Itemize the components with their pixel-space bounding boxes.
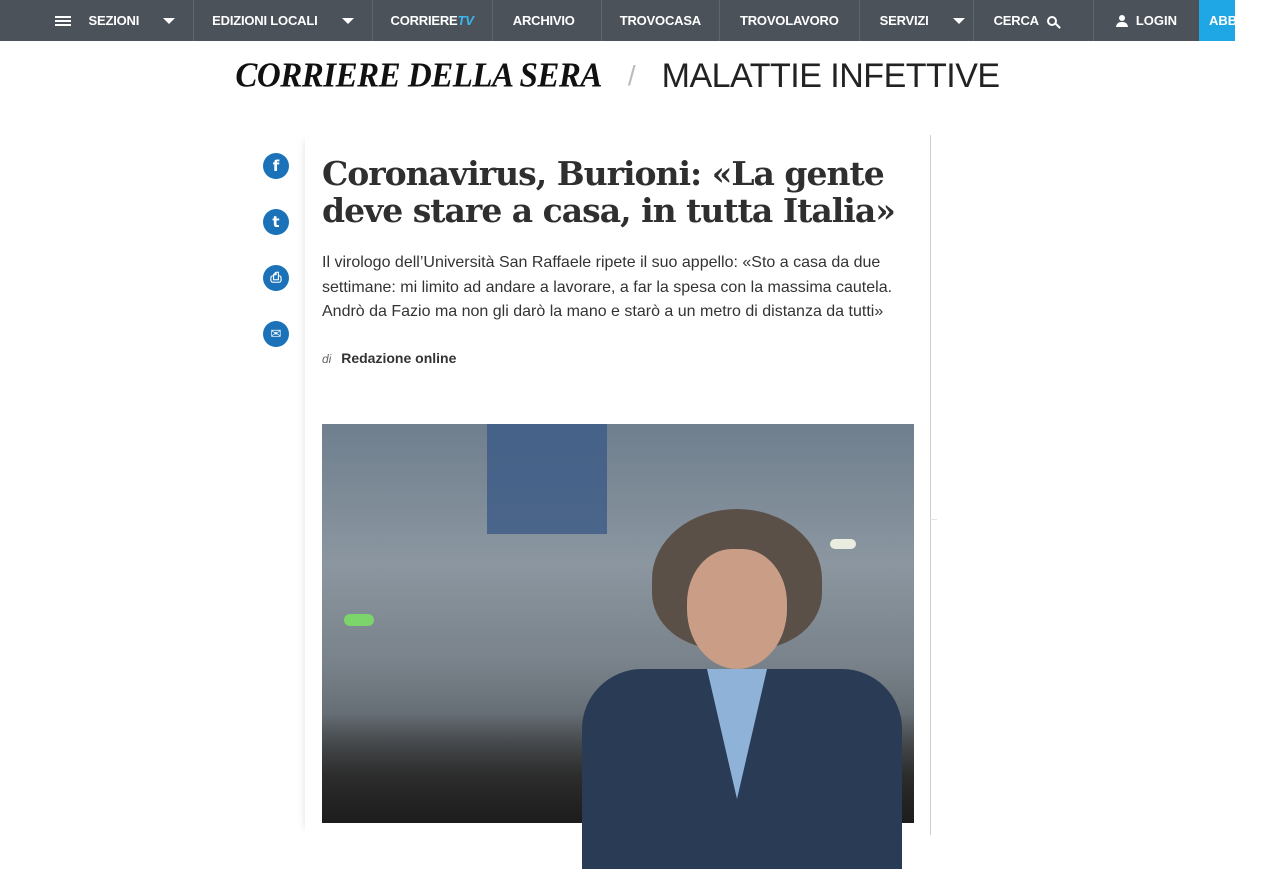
- nav-corriere-tv-label: CORRIERE: [390, 13, 458, 28]
- nav-trovocasa[interactable]: [602, 0, 720, 41]
- nav-trovolavoro-label: TROVOLAVORO: [739, 13, 839, 28]
- nav-cerca-label: CERCA: [993, 13, 1039, 28]
- nav-archivio-label: ARCHIVIO: [512, 13, 575, 28]
- email-share-button[interactable]: [263, 321, 289, 347]
- nav-trovolavoro[interactable]: [720, 0, 860, 41]
- photo-person: [582, 519, 902, 839]
- nav-cerca[interactable]: [974, 0, 1094, 41]
- byline-prefix: di: [322, 352, 332, 366]
- nav-sezioni[interactable]: [37, 0, 195, 41]
- twitter-icon: t: [272, 213, 280, 231]
- nav-spacer: [0, 0, 37, 41]
- article-summary: Il virologo dell’Università San Raffaele ripete il suo appello: «Sto a casa da due settimane: mi limito ad andare a lavorare, a far la spesa con la massima cautela. Andrò da Fazio ma non gli darò la mano e starò a un metro di distanza da tutti»: [322, 254, 893, 320]
- twitter-share-button[interactable]: [263, 209, 289, 235]
- print-icon: ⎙: [270, 270, 282, 286]
- masthead: [0, 41, 1235, 111]
- facebook-share-button[interactable]: [263, 153, 289, 179]
- nav-servizi-label: SERVIZI: [879, 13, 929, 28]
- nav-trovocasa-label: TROVOCASA: [619, 13, 701, 28]
- byline: [322, 350, 456, 366]
- chevron-down-icon: [163, 18, 175, 24]
- nav-archivio[interactable]: [493, 0, 602, 41]
- subscribe-button[interactable]: [1199, 0, 1277, 41]
- nav-corriere-tv[interactable]: [373, 0, 493, 41]
- login-button[interactable]: [1094, 0, 1199, 41]
- print-button[interactable]: [263, 265, 289, 291]
- nav-sezioni-label: SEZIONI: [88, 13, 140, 28]
- chevron-down-icon: [953, 18, 965, 24]
- facebook-icon: f: [272, 157, 280, 175]
- article-headline: Coronavirus, Burioni: «La gente deve stare a casa, in tutta Italia»: [322, 154, 895, 230]
- sidebar-divider: [930, 135, 937, 520]
- author-name[interactable]: Redazione online: [341, 350, 457, 366]
- photo-background-banner: [487, 424, 607, 534]
- user-icon: [1116, 15, 1128, 27]
- nav-tv-label: TV: [457, 13, 474, 28]
- menu-icon: [55, 16, 71, 26]
- nav-servizi[interactable]: [860, 0, 974, 41]
- masthead-separator: /: [627, 60, 636, 91]
- nav-edizioni-label: EDIZIONI LOCALI: [212, 13, 318, 28]
- photo-green-sign: [344, 614, 374, 626]
- chevron-down-icon: [342, 18, 354, 24]
- login-label: LOGIN: [1135, 13, 1177, 28]
- site-logo[interactable]: CORRIERE DELLA SERA: [235, 56, 602, 95]
- subscribe-label: ABBONATI: [1209, 13, 1277, 28]
- photo-face: [687, 549, 787, 669]
- article-photo[interactable]: [322, 424, 914, 823]
- section-title[interactable]: MALATTIE INFETTIVE: [661, 56, 1000, 95]
- email-icon: ✉: [270, 326, 282, 342]
- nav-edizioni-locali[interactable]: [194, 0, 372, 41]
- top-navigation: [0, 0, 1277, 41]
- share-bar: [263, 153, 289, 347]
- search-icon: [1047, 16, 1057, 26]
